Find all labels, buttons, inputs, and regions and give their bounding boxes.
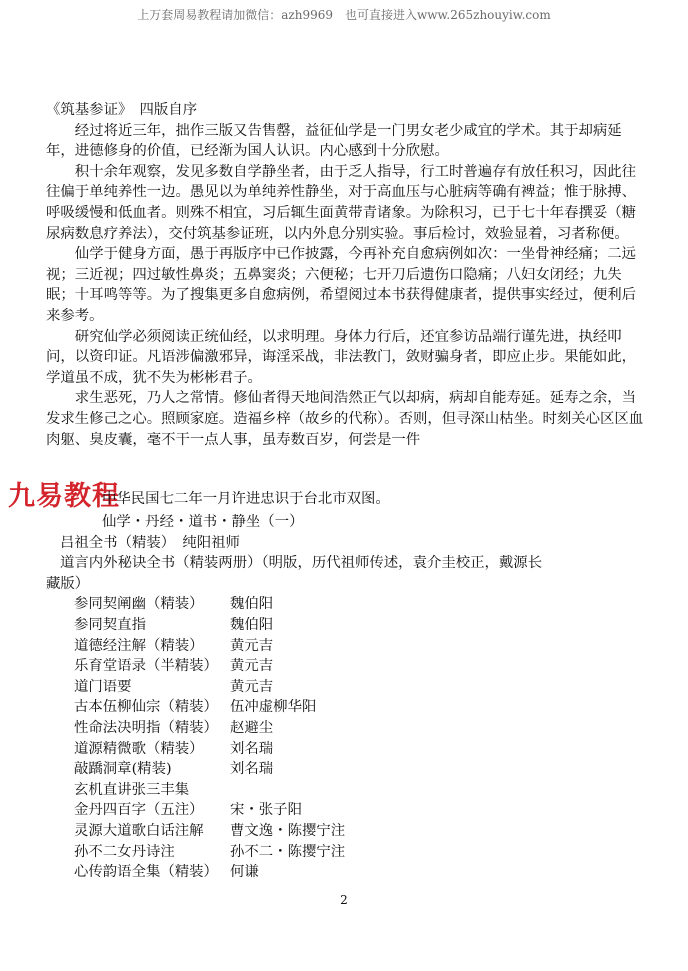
book-entry [46, 800, 646, 821]
book-title: 参同契直指 [74, 616, 146, 633]
preface-signature: 中华民国七二年一月许进忠识于台北市双图。 [102, 491, 390, 507]
book-author: 曹文逸・陈撄宁注 [230, 822, 346, 839]
book-author: 何谦 [230, 864, 259, 881]
book-list [46, 594, 646, 882]
book-author: 孙不二・陈撄宁注 [230, 843, 346, 860]
header-banner: 上万套周易教程请加微信：azh9969 也可直接进入www.265zhouyiw.com [137, 8, 551, 22]
book-author: 魏伯阳 [230, 616, 274, 633]
book-title: 道门语要 [74, 678, 132, 695]
preface-paragraph-4: 研究仙学必须阅读正统仙经，以求明理。身体力行后，还宜参访品端行谨先进，执经叩问，以资印证。凡语涉偏激邪异，诲淫采战，非法教门，敛财骗身者，即应止步。果能如此，学道虽不成，犹不失为彬彬君子。 [46, 328, 637, 386]
page-number: 2 [340, 893, 348, 907]
book-author: 刘名瑞 [230, 740, 274, 757]
book-author: 魏伯阳 [230, 596, 274, 613]
book-author: 宋・张子阳 [230, 802, 302, 819]
book-title: 玄机直讲张三丰集 [74, 781, 190, 798]
catalog-heading: 仙学・丹经・道书・静坐（一） [102, 514, 304, 530]
book-entry [46, 862, 646, 883]
book-author: 伍冲虚柳华阳 [230, 699, 317, 716]
book-title: 金丹四百字（五注） [74, 802, 204, 819]
book-title: 性命法决明指（精装） [74, 719, 218, 736]
book-entry [46, 780, 646, 801]
preface-paragraph-2: 积十余年观察，发见多数自学静坐者，由于乏人指导，行工时普遍存有放任积习，因此往往偏于单纯养性一边。愚见以为单纯养性静坐，对于高血压与心脏病等确有裨益；惟于脉搏、呼吸缓慢和低血者。则殊不相宜，习后辄生面黄带青诸象。为除积习，已于七十年春撰妥（糖尿病数息疗养法），交付筑基参证班，以内外息分别实验。事后检讨，效验显着，习者称便。 [46, 163, 637, 242]
watermark-logo: 九易教程 [8, 481, 120, 512]
book-entry [46, 594, 646, 615]
book-entry [46, 656, 646, 677]
book-title: 灵源大道歌白话注解 [74, 822, 204, 839]
book-title: 敲蹻洞章(精装) [74, 761, 172, 778]
book-title: 孙不二女丹诗注 [74, 843, 175, 860]
book-entry [46, 759, 646, 780]
book-entry [46, 821, 646, 842]
book-title: 道德经注解（精装） [74, 637, 204, 654]
book-title: 心传韵语全集（精装） [74, 864, 218, 881]
book-catalog [46, 512, 646, 883]
book-author: 黄元吉 [230, 637, 274, 654]
book-author: 黄元吉 [230, 678, 274, 695]
book-entry [46, 615, 646, 636]
catalog-line: 道言内外秘诀全书（精装两册）（明版，历代祖师传述，袁介圭校正，戴源长 [60, 555, 543, 572]
book-title: 乐育堂语录（半精装） [74, 658, 218, 675]
preface-paragraph-5: 求生恶死，乃人之常情。修仙者得天地间浩然正气以却病，病却自能寿延。延寿之余，当发求生修己之心。照顾家庭。造福乡梓（故乡的代称）。否则，但寻深山枯坐。时刻关心区区血肉躯、臭皮囊，毫不干一点人事，虽寿数百岁，何尝是一件 [46, 390, 644, 448]
book-title: 古本伍柳仙宗（精装） [74, 699, 218, 716]
catalog-line-continuation: 藏版） [46, 575, 90, 592]
preface-body [46, 100, 646, 450]
book-entry [46, 842, 646, 863]
book-entry [46, 718, 646, 739]
book-entry [46, 677, 646, 698]
book-entry [46, 697, 646, 718]
book-entry [46, 739, 646, 760]
book-author: 赵避尘 [230, 719, 274, 736]
preface-paragraph-1: 经过将近三年，拙作三版又告售罄，益征仙学是一门男女老少咸宜的学术。其于却病延年，进德修身的价值，已经渐为国人认识。内心感到十分欣慰。 [46, 122, 622, 160]
book-entry [46, 636, 646, 657]
book-title: 道源精微歌（精装） [74, 740, 204, 757]
book-author: 刘名瑞 [230, 761, 274, 778]
preface-title: 《筑基参证》 四版自序 [46, 102, 198, 118]
book-title: 参同契阐幽（精装） [74, 596, 204, 613]
preface-paragraph-3: 仙学于健身方面，愚于再版序中已作披露，今再补充自愈病例如次：一坐骨神经痛；二远视；三近视；四过敏性鼻炎；五鼻窦炎；六便秘；七开刀后遗伤口隐痛；八妇女闭经；九失眠；十耳鸣等等。为了搜集更多自愈病例，希望阅过本书获得健康者，提供事实经过，便利后来参考。 [46, 246, 637, 324]
catalog-line: 吕祖全书（精装） 纯阳祖师 [60, 534, 240, 551]
book-author: 黄元吉 [230, 658, 274, 675]
